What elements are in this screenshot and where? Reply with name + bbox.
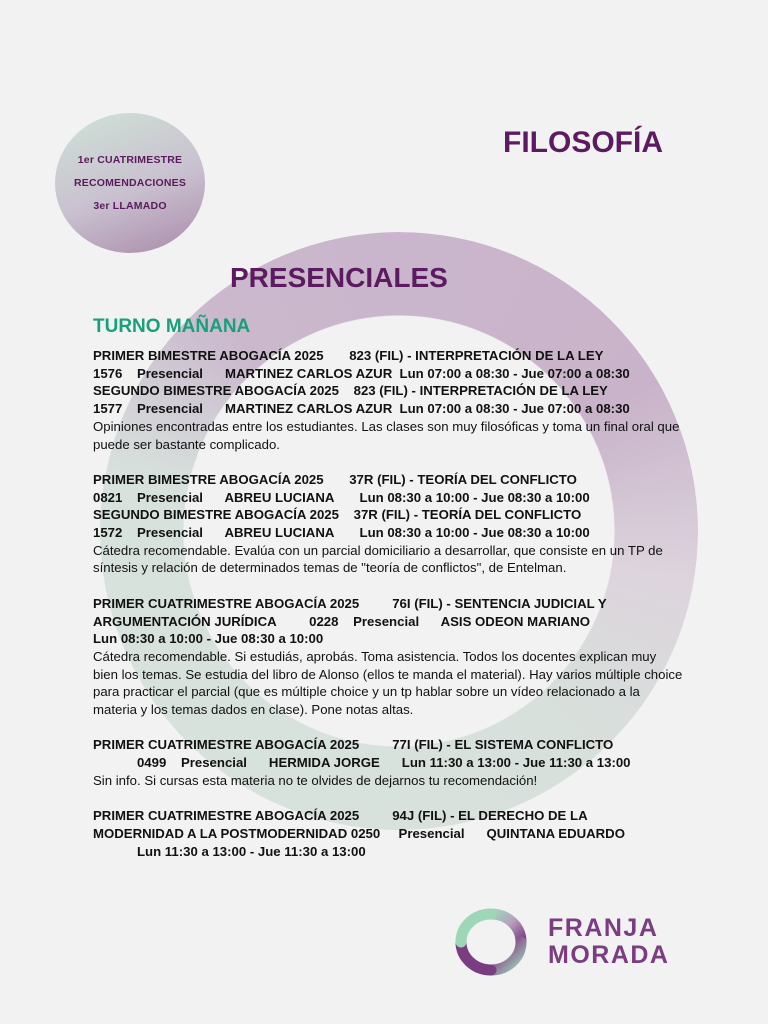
course-entry	[93, 471, 683, 577]
badge-call: 3er LLAMADO	[93, 200, 167, 212]
page-title: FILOSOFÍA	[503, 126, 663, 159]
course-line: PRIMER BIMESTRE ABOGACÍA 2025 37R (FIL) - TEORÍA DEL CONFLICTO	[93, 471, 577, 487]
shift-heading: TURNO MAÑANA	[93, 316, 251, 337]
course-line: PRIMER BIMESTRE ABOGACÍA 2025 823 (FIL) - INTERPRETACIÓN DE LA LEY	[93, 348, 604, 363]
course-line: MODERNIDAD A LA POSTMODERNIDAD 0250 Presencial QUINTANA EDUARDO	[93, 825, 625, 841]
section-heading: PRESENCIALES	[230, 262, 448, 293]
logo-word-2: MORADA	[548, 941, 670, 969]
course-line: PRIMER CUATRIMESTRE ABOGACÍA 2025 76I (FIL) - SENTENCIA JUDICIAL Y	[93, 595, 607, 611]
badge-recommendations: RECOMENDACIONES	[73, 177, 187, 189]
course-entry	[93, 595, 683, 719]
course-note: Opiniones encontradas entre los estudiantes. Las clases son muy filosóficas y toma un final oral que puede ser bastante complicado.	[93, 418, 680, 452]
recommendations-badge	[55, 113, 205, 253]
course-line: PRIMER CUATRIMESTRE ABOGACÍA 2025 77I (FIL) - EL SISTEMA CONFLICTO	[93, 737, 614, 753]
course-line: 0499 Presencial HERMIDA JORGE Lun 11:30 a 13:00 - Jue 11:30 a 13:00	[93, 755, 631, 771]
course-line: 1572 Presencial ABREU LUCIANA Lun 08:30 a 10:00 - Jue 08:30 a 10:00	[93, 525, 590, 541]
course-line: ARGUMENTACIÓN JURÍDICA 0228 Presencial ASIS ODEON MARIANO	[93, 613, 591, 629]
course-line: 1577 Presencial MARTINEZ CARLOS AZUR Lun 07:00 a 08:30 - Jue 07:00 a 08:30	[93, 401, 630, 417]
course-line: 0821 Presencial ABREU LUCIANA Lun 08:30 a 10:00 - Jue 08:30 a 10:00	[93, 489, 590, 505]
course-entry	[93, 807, 683, 860]
course-line: PRIMER CUATRIMESTRE ABOGACÍA 2025 94J (FIL) - EL DERECHO DE LA	[93, 808, 588, 824]
logo-wordmark	[548, 915, 670, 969]
course-line: Lun 11:30 a 13:00 - Jue 11:30 a 13:00	[93, 843, 366, 859]
badge-term: 1er CUATRIMESTRE	[77, 154, 183, 166]
logo-word-1: FRANJA	[548, 914, 659, 942]
course-note: Sin info. Si cursas esta materia no te olvides de dejarnos tu recomendación!	[93, 772, 538, 788]
course-line: 1576 Presencial MARTINEZ CARLOS AZUR Lun 07:00 a 08:30 - Jue 07:00 a 08:30	[93, 365, 630, 381]
course-note: Cátedra recomendable. Si estudiás, aprobás. Toma asistencia. Todos los docentes explican muy bien los temas. Se estudia del libro de Alonso (ellos te manda el material). Hay varios múltiple choice para practicar el parcial (que es múltiple choice y un tp hablar sobre un vídeo relacionado a la materia y los temas dados en clase). Pone notas altas.	[93, 648, 683, 718]
course-line: Lun 08:30 a 10:00 - Jue 08:30 a 10:00	[93, 631, 324, 647]
course-list	[93, 347, 683, 878]
course-entry	[93, 736, 683, 789]
course-entry	[93, 347, 683, 453]
franja-morada-logo-icon	[455, 908, 527, 976]
course-line: SEGUNDO BIMESTRE ABOGACÍA 2025 823 (FIL) - INTERPRETACIÓN DE LA LEY	[93, 383, 608, 399]
course-line: SEGUNDO BIMESTRE ABOGACÍA 2025 37R (FIL) - TEORÍA DEL CONFLICTO	[93, 507, 582, 523]
course-note: Cátedra recomendable. Evalúa con un parcial domiciliario a desarrollar, que consiste en un TP de síntesis y relación de determinados temas de "teoría de conflictos", de Entelman.	[93, 542, 663, 576]
